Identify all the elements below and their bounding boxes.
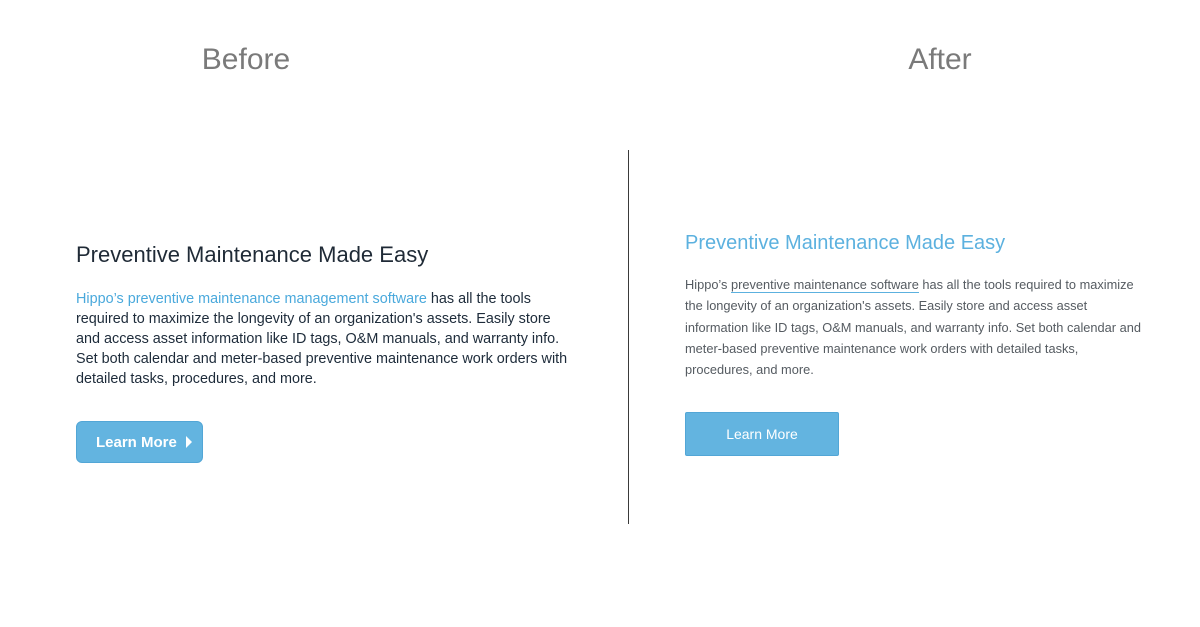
before-heading: Before (201, 43, 291, 76)
before-learn-more-label: Learn More (96, 433, 177, 451)
after-software-link[interactable]: preventive maintenance software (731, 277, 919, 292)
after-learn-more-button[interactable] (685, 412, 839, 456)
after-body-start: Hippo’s (685, 277, 732, 292)
before-learn-more-button[interactable] (76, 421, 203, 463)
after-body-text: has all the tools required to maximize the longevity of an organization's assets. Easily store and access asset information like ID tags, O&M manuals, and warranty info. Set both calendar and meter-based preventive maintenance work orders with detailed tasks, procedures, and more. (685, 277, 1141, 378)
caret-right-icon (186, 436, 192, 448)
after-body (685, 274, 1145, 380)
after-title: Preventive Maintenance Made Easy (685, 232, 1006, 254)
before-title: Preventive Maintenance Made Easy (76, 242, 429, 267)
panel-divider (628, 150, 629, 524)
after-learn-more-label: Learn More (726, 426, 798, 442)
after-heading: After (908, 43, 972, 76)
before-body-text: has all the tools required to maximize the longevity of an organization's assets. Easily store and access asset information like ID tags, O&M manuals, and warranty info. Set both calendar and meter-based preventive maintenance work orders with detailed tasks, procedures, and more. (76, 291, 568, 387)
before-software-link[interactable]: Hippo’s preventive maintenance management software (76, 291, 427, 307)
before-body (76, 289, 574, 389)
